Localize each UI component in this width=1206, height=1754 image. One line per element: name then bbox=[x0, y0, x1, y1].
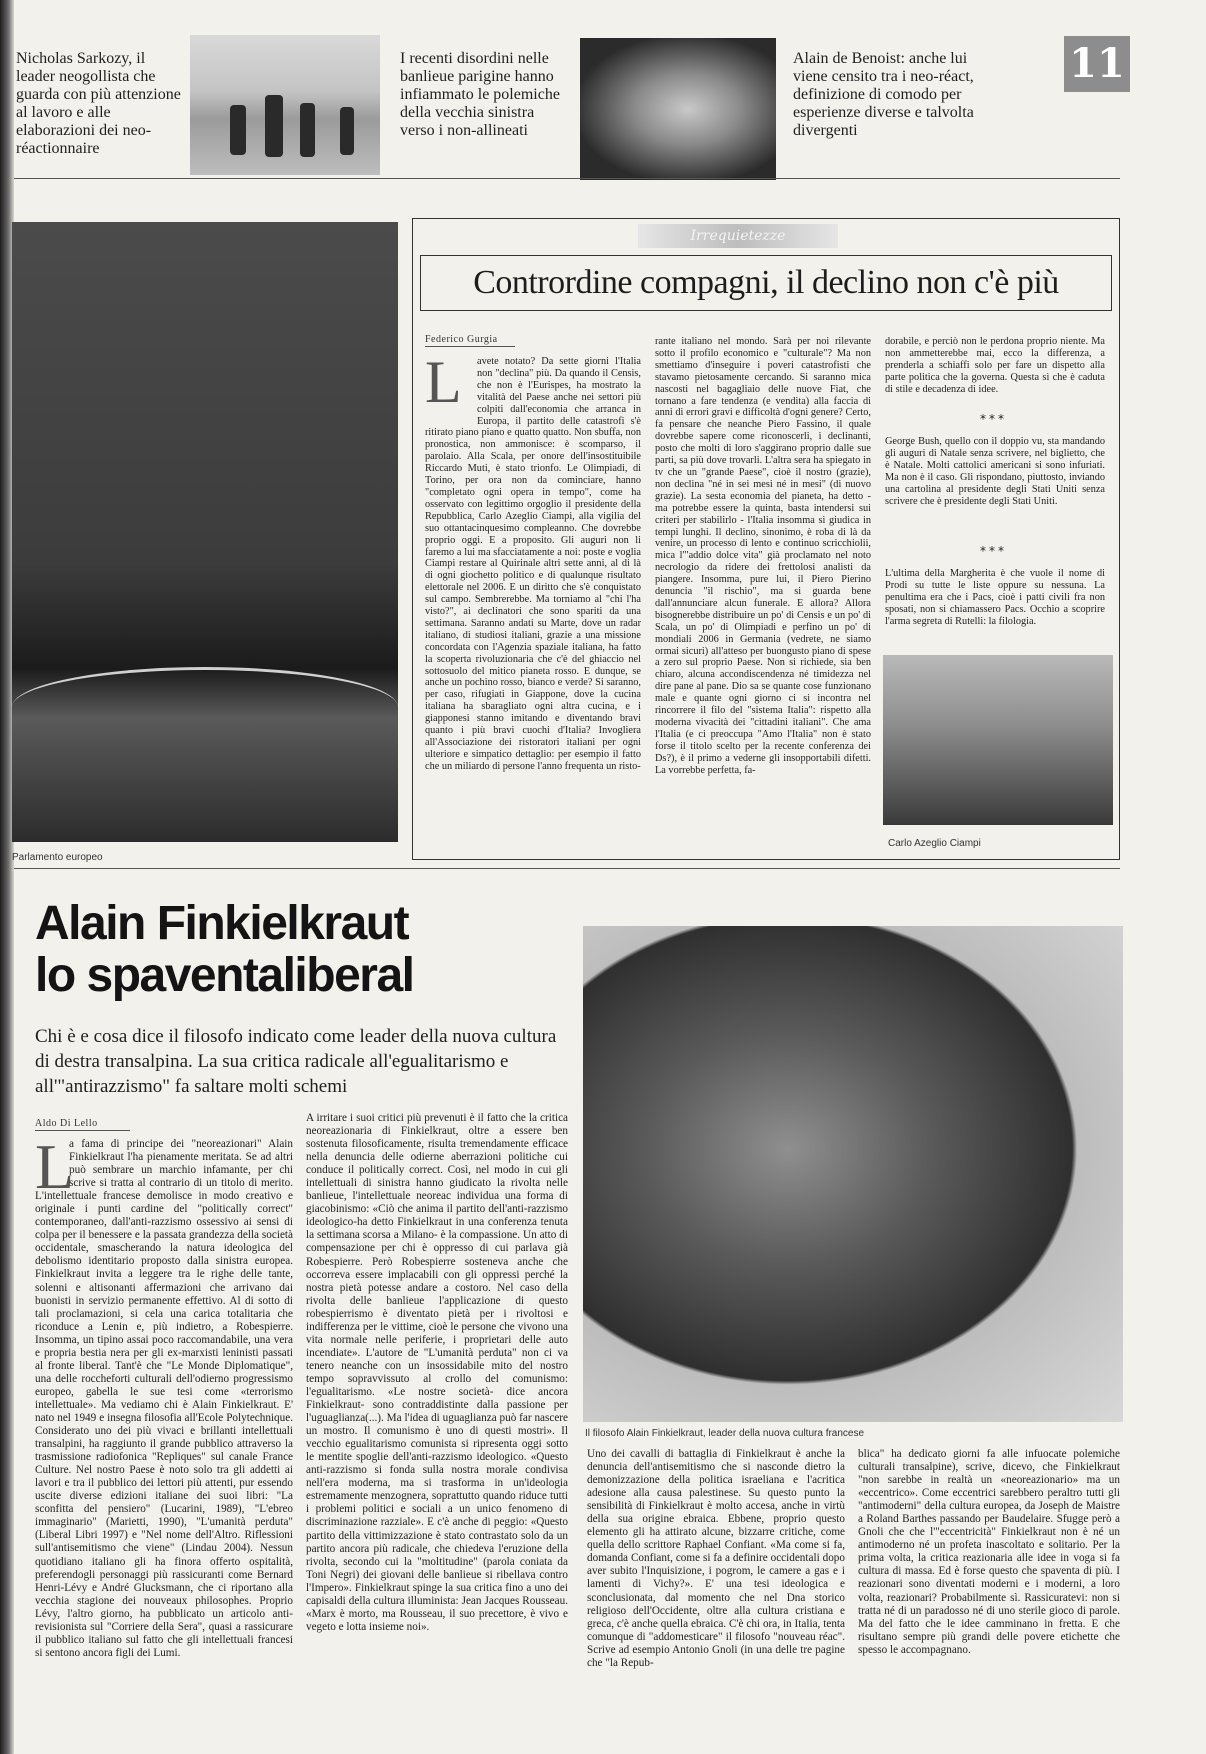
teaser-banlieue: I recenti disordini nelle banlieue parigine hanno infiammato le polemiche della vecchia sinistra verso i non-allineati bbox=[400, 50, 560, 139]
editorial-column-3b: George Bush, quello con il doppio vu, sta mandando gli auguri di Natale senza scrivere, nel biglietto, che è Natale. Molti cattolici americani si sono infuriati. Ma non è il caso. Gli rispondano, piuttosto, inviando una cartolina al presidente degli Stati Uniti senza scrivere che è presidente degli Stati Uniti. bbox=[885, 436, 1105, 507]
section-rule bbox=[14, 868, 1120, 869]
editorial-author: Federico Gurgia bbox=[425, 334, 498, 345]
dropcap-spacer bbox=[35, 1138, 69, 1190]
teaser-sarkozy: Nicholas Sarkozy, il leader neogollista che guarda con più attenzione al lavoro e alle elaborazioni dei neo-réactionnaire bbox=[16, 50, 181, 157]
finkielkraut-photo bbox=[583, 926, 1123, 1422]
editorial-column-2: rante italiano nel mondo. Sarà per noi rilevante sotto il profilo economico e "culturale"? Ma non smettiamo d'inseguire i poveri catastrofisti che stavamo pietosamente cercando. Si saranno mica nascosti nel bagagliaio delle nuove Fiat, che tornano a fare tendenza (e vendita) alla faccia di anni di errori gravi e difficoltà d'ogni genere? Certo, fa pensare che neanche Piero Fassino, il quale dovrebbe sapere come riconoscerli, i declinanti, posto che molti di loro s'aggirano proprio dalle sue parti, sa più dove trovarli. L'altra sera ha spiegato in tv che un "grande Paese", cioè il nostro (grazie), non declina "né in sei mesi né in mesi" (di nuovo grazie). La sesta economia del pianeta, ha detto - ma potrebbe essere la quinta, basta intendersi sui criteri per stabilirlo - l'Italia insomma si giudica in tempi lunghi. Il declino, sinonimo, è roba di là da venire, un processo di lento e continuo scricchiolii, mica l'"addio dolce vita" già proclamato nel noto necrologio da ridere dei frettolosi analisti da piangere. Insomma, pure lui, il Piero Pierino denuncia "il rischio", ma si guarda bene dall'annunciare alcun funerale. E allora? Allora bisognerebbe distribuire un po' di Censis e un po' di Scala, un po' di Olimpiadi e perfino un po' di mondiali 2006 in Germania (vedrete, ne siamo ormai sicuri) all'atteso per buongusto piano di spese a zero sul proprio Paese. Non si richiede, sia ben chiaro, alcuna accondiscendenza né timidezza nel dire pane al pane. Dio sa se quante cose funzionano male e quante ogni giorno ci si incontra nel rincorrere il filo del "sistema Italia": rispetto alla moderna vivacità dei "cittadini italiani". Che ama l'Italia (e ci preoccupa "Amo l'Italia" non è stato forse il titolo scelto per la recente conferenza dei Ds?), è il primo a vederne gli insopportabili difetti. La vorrebbe perfetta, fa- bbox=[655, 336, 871, 776]
editorial-title: Contrordine compagni, il declino non c'è più bbox=[420, 255, 1112, 311]
figure-silhouette bbox=[340, 107, 354, 155]
editorial-column-1 bbox=[425, 356, 641, 850]
main-drop-cap: L bbox=[35, 1131, 75, 1202]
editorial-column-3c: L'ultima della Margherita è che vuole il nome di Prodi su tutte le liste oppure su nessuna. La penultima era che i Pacs, cioè i patti civili fra non sposati, non si chiamassero Pacs. Occhio a scoprire l'arma segreta di Rutelli: la filologia. bbox=[885, 568, 1105, 627]
editorial-col1-text: avete notato? Da sette giorni l'Italia non "declina" più. Da quando il Censis, che non è l'Eurispes, ha mostrato la vitalità del Paese anche nei settori più colpiti dall'economia che arranca in Europa, il partito delle catastrofi s'è ritirato piano piano e quatto quatto. Non sbuffa, non pronostica, non ammonisce: è scomparso, il parolaio. Alla Scala, per onore dell'insostituibile Riccardo Muti, è stato trionfo. Le Olimpiadi, di Torino, per ora non da cominciare, hanno "completato ogni opera in tempo", come ha osservato con legittimo orgoglio il presidente della Repubblica, Carlo Azeglio Ciampi, alla vigilia del suo ottantacinquesimo compleanno. Che dovrebbe proprio oggi. E a proposito. Gli auguri non li faremo a lui ma sfacciatamente a noi: poste e voglia Ciampi restare al Quirinale altri sette anni, al di là di ogni giochetto politico e di qualunque risultato elettorale nel 2006. E un diritto che s'è conquistato sul campo. Sembrerebbe. Ma torniamo al "chi l'ha visto?", ai declinatori che sono spariti da una settimana. Saranno andati su Marte, dove un radar italiano, di studiosi italiani, grazie a una missione concordata con l'Agenzia spaziale italiana, ha fatto la scoperta rivoluzionaria che c'è del ghiaccio nel sottosuolo del mitico pianeta rosso. E dunque, se anche un pochino rosso, bianco e verde? Si saranno, per caso, rifugiati in Giappone, dove la cucina italiana ha sbaragliato ogni altra cucina, e i giapponesi stanno imitando e diventando bravi quanto i più bravi cuochi d'Italia? Invogliera all'Associazione dei ristoratori italiani per ogni ulteriore e simpatico dettaglio: per esempio il fatto che un miliardo di persone l'anno frequenta un risto- bbox=[425, 356, 641, 772]
figure-silhouette bbox=[265, 95, 283, 157]
main-column-3: Uno dei cavalli di battaglia di Finkielkraut è anche la denuncia dell'antisemitismo che si nasconde dietro la demonizzazione della politica israeliana e l'acritica adesione alla causa palestinese. Su questo punto la sensibilità di Finkielkraut è molto accesa, anche in virtù della sua origine ebraica. Ebbene, proprio questo elemento gli ha attirato alcune, bizzarre critiche, come quella dello scrittore Raphael Confiant. «Ma come si fa, domanda Confiant, come si fa a definire occidentali dopo aver subito l'Inquisizione, i pogrom, le camere a gas e i lamenti di Vichy?». E' una tesi ideologica e sconclusionata, dal momento che nel Dna storico religioso dell'Occidente, oltre alla cultura cristiana e greca, c'è anche quella ebraica. C'è chi ora, in Italia, tenta comunque di "addomesticare" il filosofo "nouveau réac". Scrive ad esempio Antonio Gnoli (in una delle tre pagine che "la Repub- bbox=[587, 1448, 845, 1669]
figure-silhouette bbox=[300, 103, 315, 157]
main-col1-text: a fama di principe dei "neoreazionari" Alain Finkielkraut l'ha pienamente meritata. Se ad altri può sembrare un marchio infamante, per chi scrive si tratta al contrario di un titolo di merito. L'intellettuale francese demolisce in modo creativo e originale i punti cardine del "politically correct" contemporaneo, dall'anti-razzismo ossessivo ai sensi di colpa per il benessere e la passata grandezza della società occidentale, smascherando la natura ideologica del debolismo identitario proposto dalla sinistra europea. Finkielkraut invita a leggere tra le righe delle tante, solenni e altisonanti affermazioni che arrivano dai buonisti in servizio permanente effettivo. Al di sotto di tali proclamazioni, si cela una carica totalitaria che riconduce a Lenin e, più indietro, a Robespierre. Insomma, un tipino assai poco raccomandabile, una vera e propria bestia nera per gli ex-marxisti leninisti passati al fronte liberal. Tant'è che "Le Monde Diplomatique", una delle roccheforti culturali dell'odierno progressismo europeo, gabella le sue tesi come «terrorismo intellettuale». Ma vediamo chi è Alain Finkielkraut. E' nato nel 1949 e insegna filosofia all'Ecole Polytechnique. Considerato uno dei più vivaci e brillanti intellettuali transalpini, ha raggiunto il grande pubblico attraverso la trasmissione radiofonica "Repliques" sul canale France Culture. Nel nostro Paese è noto solo tra gli addetti ai lavori e tra il pubblico dei lettori più attenti, pur essendo uscite diverse edizioni italiane dei suoi libri: "La sconfitta del pensiero" (Lucarini, 1989), "L'ebreo immaginario" (Marietti, 1990), "L'umanità perduta" (Liberal Libri 1997) e "Nel nome dell'Altro. Riflessioni sull'antisemitismo che viene" (Lindau 2004). Nessun quotidiano italiano gli ha finora offerto ospitalità, preferendogli personaggi più rassicuranti come Bernard Henri-Lévy e André Glucksmann, che ci riportano alla vecchia stagione dei nouveaux philosophes. Proprio Lévy, l'altro giorno, ha pubblicato un articolo anti-revisionista sul "Corriere della Sera", quasi a rassicurare il pubblico italiano sul fatto che gli intellettuali francesi si sentono ancora figli dei Lumi. bbox=[35, 1138, 293, 1659]
figure-silhouette bbox=[230, 105, 246, 155]
section-separator-stars: *** bbox=[980, 412, 1007, 426]
bridge-lights bbox=[12, 667, 398, 730]
dropcap-spacer bbox=[425, 356, 477, 418]
headline-line-2: lo spaventaliberal bbox=[35, 949, 414, 1002]
editorial-drop-cap: L bbox=[425, 349, 462, 415]
finkielkraut-caption: Il filosofo Alain Finkielkraut, leader della nuova cultura francese bbox=[585, 1428, 865, 1439]
night-photo-caption: Parlamento europeo bbox=[12, 852, 103, 863]
main-column-1 bbox=[35, 1138, 293, 1742]
section-separator-stars: *** bbox=[980, 544, 1007, 558]
editorial-column-3a: dorabile, e perciò non le perdona proprio niente. Ma non ammetterebbe mai, ecco la differenza, a prenderla a schiaffi solo per fare un dispetto alla parte politica che la governa. Questa sì che è caduta di stile e decadenza di idee. bbox=[885, 336, 1105, 395]
ciampi-caption: Carlo Azeglio Ciampi bbox=[888, 838, 981, 849]
de-benoist-portrait bbox=[580, 38, 776, 180]
author-rule bbox=[425, 346, 515, 347]
headline-line-1: Alain Finkielkraut bbox=[35, 897, 409, 950]
main-author: Aldo Di Lello bbox=[35, 1118, 98, 1129]
page-number: 11 bbox=[1064, 36, 1130, 92]
night-city-photo bbox=[12, 222, 398, 842]
main-deck: Chi è e cosa dice il filosofo indicato come leader della nuova cultura di destra transalpina. La sua critica radicale all'egualitarismo e all'"antirazzismo" fa saltare molti schemi bbox=[35, 1026, 557, 1097]
header-rule bbox=[14, 178, 1120, 179]
main-column-4: blica" ha dedicato giorni fa alle infuocate polemiche culturali transalpine), scrive, dicevo, che Finkielkraut "non sarebbe in realtà un «neoreazionario» ma un «eccentrico». Come eccentrici sarebbero peraltro tutti gli "antimoderni" della cultura europea, da Joseph de Maistre a Roland Barthes passando per Baudelaire. Sfugge però a Gnoli che che l'"eccentricità" Finkielkraut non è né un antimoderno né un profeta inascoltato e solitario. Per la prima volta, la critica reazionaria alle idee in voga si fa cultura di massa. Ed è forse questo che spaventa di più. I reazionari sono diventati moderni e i moderni, a loro volta, reazionari? Probabilmente sì. Rassicuratevi: non si tratta né di un paradosso né di uno sterile gioco di parole. Ma del fatto che le idee camminano in fretta. E che risultano sempre più grandi delle povere etichette che spesso le accompagnano. bbox=[858, 1448, 1120, 1656]
banlieue-photo bbox=[190, 35, 380, 175]
main-column-2: A irritare i suoi critici più prevenuti è il fatto che la critica neoreazionaria di Finkielkraut, oltre a essere ben sostenuta filosoficamente, risulta tremendamente efficace nella denuncia delle odierne aberrazioni politiche cui conduce il politically correct. Così, nel modo in cui gli intellettuali di sinistra hanno giudicato la rivolta nelle banlieue, l'intellettuale neoreac individua una forma di giacobinismo: «Ciò che anima il partito dell'anti-razzismo ideologico-ha detto Finkielkraut in una conferenza tenuta la settimana scorsa a Milano- è la compassione. Un atto di compensazione per chi è oppresso di cui parlava già Robespierre. Però Robespierre sosteneva anche che occorreva essere implacabili con gli oppressi perché la nostra pietà potesse andare a costoro. Nel caso della rivolta delle banlieue l'applicazione di questo robespierrismo è diventato pietà per i rivoltosi e indifferenza per le vittime, cioè le persone che vivono una vita normale nelle periferie, i proprietari delle auto incendiate». L'autore de "L'umanità perduta" non ci va tenero neanche con un insossidabile mito del nostro tempo sopravvissuto al crollo del comunismo: l'egualitarismo. «Le nostre società- dice ancora Finkielkraut- sono contraddistinte dalla passione per l'uguaglianza(...). Ma l'idea di uguaglianza può far nascere un mostro. Il comunismo è uno di questi mostri». Il vecchio egualitarismo comunista si ripresenta oggi sotto le mentite spoglie dell'anti-razzismo ideologico. «Questo anti-razzismo si fonda sulla nostra morale condivisa nell'era moderna, ma si trasforma in un'ideologia estremamente menzognera, soprattutto quando riduce tutti i problemi politici e sociali a un unico fenomeno di discriminazione razziale». E c'è anche di peggio: «Questo partito della vittimizzazione è stato contrastato solo da un partito ancora più radicale, che chiedeva l'eruzione della rivolta, secondo cui la "moltitudine" (parola coniata da Toni Negri) dei giovani delle banlieue si ribellava contro l'Impero». Finkielkraut spinge la sua critica fino a uno dei capisaldi della cultura illuminista: Jean Jacques Rousseau. «Marx è morto, ma Rousseau, il suo precettore, è vivo e vegeto e lotta insieme noi». bbox=[306, 1112, 568, 1633]
editorial-kicker: Irrequietezze bbox=[638, 224, 838, 248]
main-headline bbox=[35, 898, 595, 1002]
ciampi-portrait bbox=[883, 655, 1113, 825]
teaser-de-benoist: Alain de Benoist: anche lui viene censito tra i neo-réact, definizione di comodo per esperienze diverse e talvolta divergenti bbox=[793, 50, 974, 139]
